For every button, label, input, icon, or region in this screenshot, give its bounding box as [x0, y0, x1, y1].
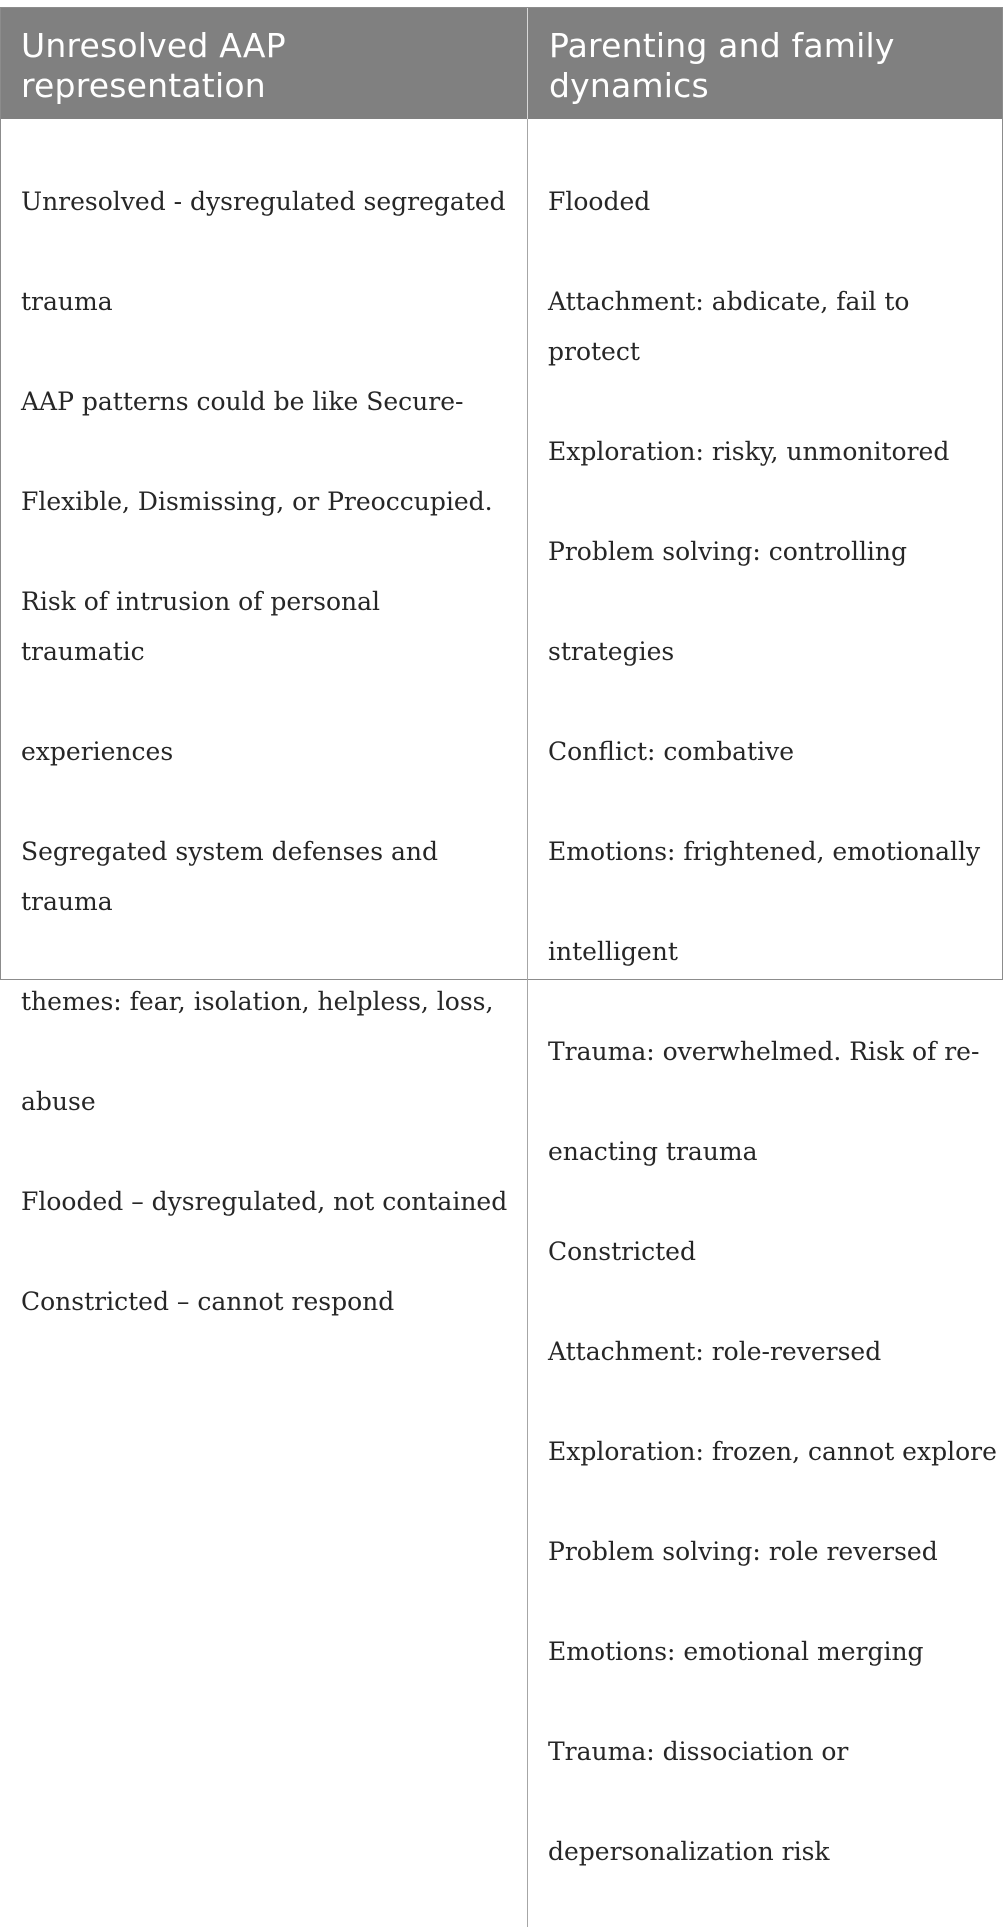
- text-line: Attachment: abdicate, fail to protect: [548, 287, 910, 366]
- text-line: enacting trauma: [548, 1137, 758, 1166]
- text-line: Problem solving: role reversed: [548, 1537, 938, 1566]
- text-line: Conflict: combative: [548, 737, 794, 766]
- header-unresolved-aap: Unresolved AAP representation: [1, 8, 528, 119]
- text-line: Risk of intrusion of personal traumatic: [21, 587, 380, 666]
- text-line: AAP patterns could be like Secure-: [21, 387, 464, 416]
- text-line: strategies: [548, 637, 675, 666]
- text-line: themes: fear, isolation, helpless, loss,: [21, 987, 494, 1016]
- text-line: depersonalization risk: [548, 1837, 830, 1866]
- text-line: Unresolved - dysregulated segregated: [21, 187, 506, 216]
- attachment-table: [0, 7, 1003, 1866]
- text-line: trauma: [21, 287, 113, 316]
- text-line: Constricted – cannot respond: [21, 1287, 395, 1316]
- text-line: Emotions: frightened, emotionally: [548, 837, 981, 866]
- text-line: abuse: [21, 1087, 96, 1116]
- text-line: intelligent: [548, 937, 678, 966]
- text-line: Flexible, Dismissing, or Preoccupied.: [21, 487, 493, 516]
- text-line: Flooded: [548, 187, 651, 216]
- text-line: Trauma: dissociation or: [548, 1737, 849, 1766]
- text-line: Trauma: overwhelmed. Risk of re-: [548, 1037, 980, 1066]
- cell-unresolved-aap: [1, 119, 528, 1927]
- text-line: Exploration: risky, unmonitored: [548, 437, 950, 466]
- header-parenting-family: Parenting and family dynamics: [528, 8, 1002, 119]
- cell-parenting-family: [528, 119, 1002, 1927]
- text-line: Constricted: [548, 1237, 696, 1266]
- text-line: experiences: [21, 737, 174, 766]
- text-line: Flooded – dysregulated, not contained: [21, 1187, 508, 1216]
- text-line: Emotions: emotional merging: [548, 1637, 924, 1666]
- text-line: Attachment: role-reversed: [548, 1337, 882, 1366]
- text-line: Exploration: frozen, cannot explore: [548, 1437, 997, 1466]
- text-line: Problem solving: controlling: [548, 537, 908, 566]
- text-line: Segregated system defenses and trauma: [21, 837, 439, 916]
